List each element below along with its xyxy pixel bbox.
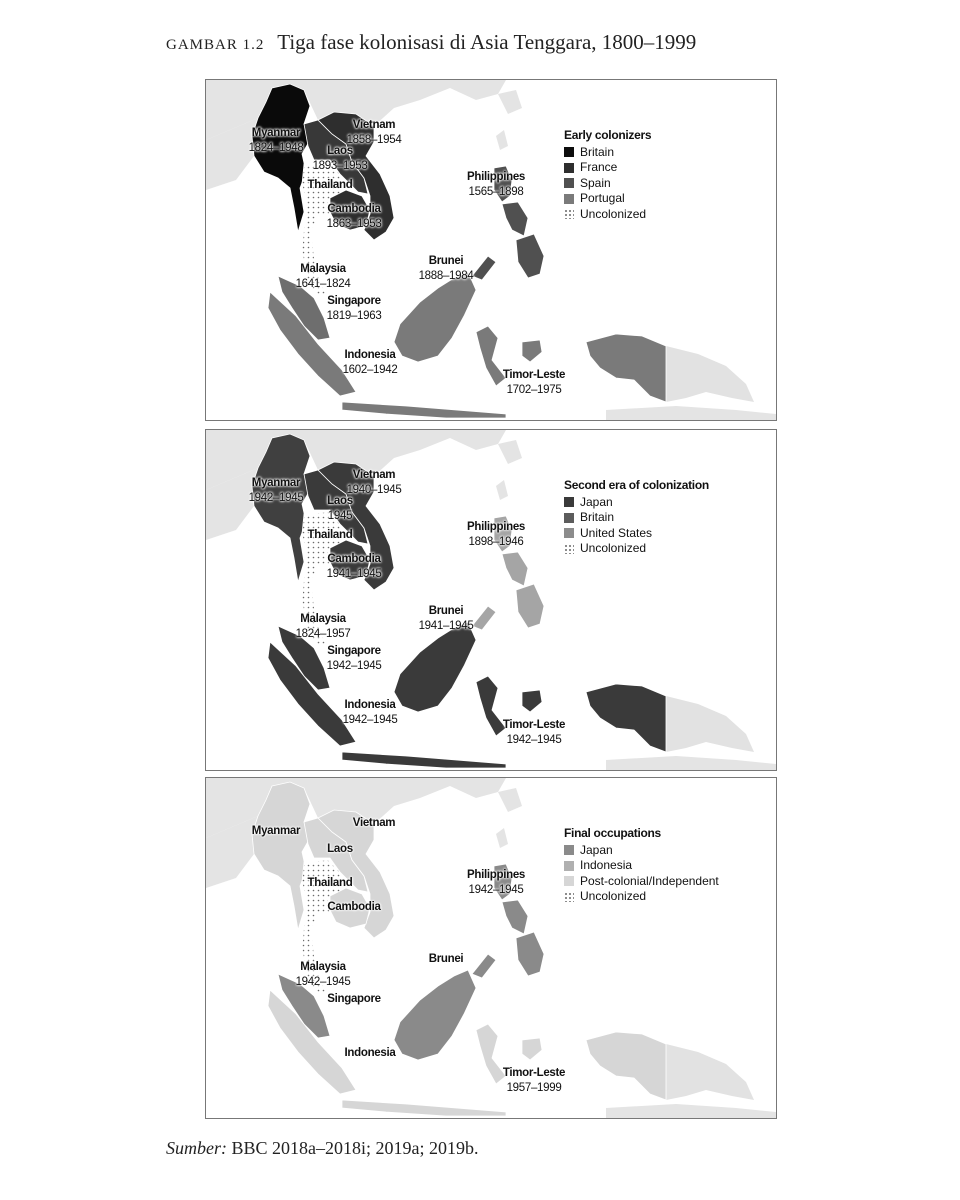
- laos-name: Laos: [327, 843, 353, 855]
- legend-label: Uncolonized: [580, 889, 647, 903]
- legend-item: [564, 160, 651, 176]
- map-legend: [564, 826, 719, 905]
- malaysia-label: [296, 262, 351, 292]
- legend-label: Japan: [580, 494, 613, 509]
- timor-years: 1957–1999: [506, 1082, 562, 1094]
- singapore-label: [327, 992, 381, 1007]
- legend-swatch: [564, 528, 574, 538]
- background-land-3: [498, 788, 522, 812]
- background-land-3: [498, 90, 522, 114]
- cambodia-name: Cambodia: [327, 203, 381, 215]
- source-text: BBC 2018a–2018i; 2019a; 2019b.: [231, 1138, 479, 1158]
- timor-years: 1942–1945: [506, 734, 562, 746]
- vietnam-name: Vietnam: [352, 119, 396, 131]
- philippines-label: [467, 170, 525, 200]
- vietnam-years: 1940–1945: [346, 484, 402, 496]
- philippines-name: Philippines: [466, 521, 526, 533]
- philippines-years: 1898–1946: [468, 536, 524, 548]
- source-note: [166, 1138, 479, 1159]
- philippines-name: Philippines: [466, 171, 526, 183]
- legend-swatch: [564, 147, 574, 157]
- legend-item: [564, 874, 719, 890]
- myanmar-years: 1824–1948: [248, 142, 304, 154]
- legend-label: Britain: [580, 510, 615, 524]
- singapore-label: [327, 294, 382, 324]
- legend-item: [564, 207, 651, 223]
- timor-label: [503, 1066, 565, 1096]
- legend-swatch: [564, 497, 574, 507]
- papua-new-guinea-region: [666, 346, 754, 402]
- legend-label: Indonesia: [580, 858, 633, 872]
- laos-years: 1893–1953: [312, 160, 368, 172]
- cambodia-years: 1863–1953: [326, 218, 382, 230]
- legend-label: Japan: [580, 842, 613, 857]
- malaysia-label: [296, 612, 351, 642]
- philippines-name: Philippines: [466, 869, 526, 881]
- map-panel-3: [205, 777, 777, 1119]
- background-land-5: [606, 756, 776, 770]
- laos-label: [327, 494, 353, 524]
- background-land-4: [496, 480, 508, 500]
- brunei-name: Brunei: [428, 953, 464, 965]
- cambodia-label: [327, 900, 380, 915]
- legend-swatch: [564, 194, 574, 204]
- source-prefix: Sumber:: [166, 1138, 227, 1158]
- borneo-region: [394, 622, 476, 712]
- figure-number: GAMBAR 1.2: [166, 37, 265, 53]
- vietnam-label: [347, 468, 402, 498]
- laos-label: [313, 144, 368, 174]
- brunei-label: [429, 952, 464, 967]
- timor-years: 1702–1975: [506, 384, 562, 396]
- vietnam-name: Vietnam: [352, 469, 396, 481]
- thailand-name: Thailand: [307, 529, 353, 541]
- malaysia-name: Malaysia: [300, 961, 346, 973]
- malaysia-label: [296, 960, 351, 990]
- cambodia-name: Cambodia: [327, 553, 381, 565]
- legend-label: United States: [580, 525, 653, 540]
- map-legend: [564, 128, 651, 222]
- legend-swatch: [564, 178, 574, 188]
- malaysia-name: Malaysia: [300, 263, 346, 275]
- indonesia-years: 1602–1942: [342, 364, 398, 376]
- legend-item: [564, 145, 651, 161]
- cambodia-years: 1941–1945: [326, 568, 382, 580]
- vietnam-years: 1858–1954: [346, 134, 402, 146]
- indonesia-name: Indonesia: [344, 1047, 396, 1059]
- cambodia-name: Cambodia: [327, 901, 381, 913]
- indonesia-label: [343, 348, 398, 378]
- legend-swatch: [564, 876, 574, 886]
- legend-item: [564, 176, 651, 192]
- legend-item: [564, 495, 709, 511]
- philippines-years: 1565–1898: [468, 186, 524, 198]
- myanmar-label: [252, 824, 300, 839]
- thailand-label: [308, 528, 353, 543]
- background-land-4: [496, 828, 508, 848]
- timor-label: [503, 718, 565, 748]
- legend-label: Uncolonized: [580, 541, 647, 555]
- laos-name: Laos: [327, 495, 353, 507]
- brunei-years: 1941–1945: [418, 620, 474, 632]
- legend-item: [564, 541, 709, 557]
- malaysia-years: 1824–1957: [295, 628, 351, 640]
- legend-item: [564, 889, 719, 905]
- papua-region: [586, 1032, 666, 1100]
- vietnam-label: [353, 816, 395, 831]
- background-land-5: [606, 406, 776, 420]
- legend-label: Portugal: [580, 191, 625, 205]
- cambodia-label: [327, 202, 382, 232]
- laos-name: Laos: [327, 145, 353, 157]
- malaysia-years: 1942–1945: [295, 976, 351, 988]
- map-panel-1: [205, 79, 777, 421]
- myanmar-label: [249, 476, 304, 506]
- figure-caption: [166, 30, 696, 55]
- background-land-5: [606, 1104, 776, 1118]
- laos-label: [327, 842, 353, 857]
- malaysia-name: Malaysia: [300, 613, 346, 625]
- borneo-region: [394, 970, 476, 1060]
- brunei-name: Brunei: [428, 605, 464, 617]
- timor-name: Timor-Leste: [502, 719, 566, 731]
- brunei-label: [419, 254, 474, 284]
- brunei-years: 1888–1984: [418, 270, 474, 282]
- legend-title: Final occupations: [564, 826, 661, 840]
- legend-swatch: [564, 544, 574, 554]
- background-land-3: [498, 440, 522, 464]
- legend-swatch: [564, 861, 574, 871]
- thailand-label: [308, 876, 353, 891]
- map-panel-2: [205, 429, 777, 771]
- legend-item: [564, 510, 709, 526]
- myanmar-years: 1942–1945: [248, 492, 304, 504]
- indonesia-label: [345, 1046, 396, 1061]
- papua-region: [586, 684, 666, 752]
- singapore-name: Singapore: [327, 993, 381, 1005]
- map-legend: [564, 478, 709, 557]
- legend-label: Spain: [580, 175, 611, 190]
- legend-title: Second era of colonization: [564, 478, 709, 492]
- borneo-region: [394, 272, 476, 362]
- legend-label: Britain: [580, 144, 615, 159]
- thailand-name: Thailand: [307, 179, 353, 191]
- vietnam-name: Vietnam: [352, 817, 396, 829]
- indonesia-name: Indonesia: [344, 349, 396, 361]
- thailand-label: [308, 178, 353, 193]
- philippines-label: [467, 868, 525, 898]
- singapore-years: 1942–1945: [326, 660, 382, 672]
- legend-label: France: [580, 160, 618, 174]
- indonesia-name: Indonesia: [344, 699, 396, 711]
- singapore-name: Singapore: [327, 295, 381, 307]
- thailand-name: Thailand: [307, 877, 353, 889]
- legend-swatch: [564, 845, 574, 855]
- singapore-years: 1819–1963: [326, 310, 382, 322]
- myanmar-name: Myanmar: [251, 127, 301, 139]
- brunei-name: Brunei: [428, 255, 464, 267]
- timor-name: Timor-Leste: [502, 369, 566, 381]
- figure-title: Tiga fase kolonisasi di Asia Tenggara, 1800–1999: [277, 30, 697, 54]
- legend-swatch: [564, 163, 574, 173]
- myanmar-name: Myanmar: [251, 477, 301, 489]
- papua-region: [586, 334, 666, 402]
- philippines-years: 1942–1945: [468, 884, 524, 896]
- legend-label: Uncolonized: [580, 206, 647, 221]
- malaysia-years: 1641–1824: [295, 278, 351, 290]
- myanmar-label: [249, 126, 304, 156]
- legend-label: Post-colonial/Independent: [580, 873, 719, 888]
- myanmar-name: Myanmar: [251, 825, 301, 837]
- papua-new-guinea-region: [666, 696, 754, 752]
- legend-title: Early colonizers: [564, 128, 652, 142]
- timor-name: Timor-Leste: [502, 1067, 566, 1079]
- singapore-label: [327, 644, 382, 674]
- indonesia-years: 1942–1945: [342, 714, 398, 726]
- legend-item: [564, 858, 719, 874]
- laos-years: 1945: [327, 510, 353, 522]
- legend-item: [564, 843, 719, 859]
- brunei-label: [419, 604, 474, 634]
- legend-swatch: [564, 513, 574, 523]
- legend-swatch: [564, 209, 574, 219]
- philippines-label: [467, 520, 525, 550]
- cambodia-label: [327, 552, 382, 582]
- papua-new-guinea-region: [666, 1044, 754, 1100]
- legend-swatch: [564, 892, 574, 902]
- legend-item: [564, 526, 709, 542]
- background-land-4: [496, 130, 508, 150]
- legend-item: [564, 191, 651, 207]
- timor-label: [503, 368, 565, 398]
- singapore-name: Singapore: [327, 645, 381, 657]
- indonesia-label: [343, 698, 398, 728]
